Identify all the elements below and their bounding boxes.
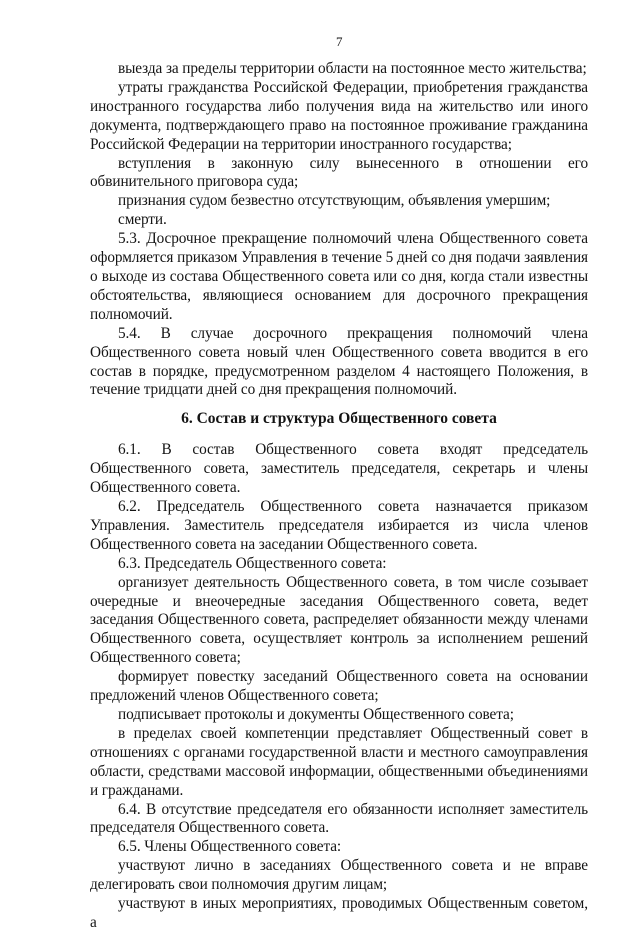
page-number: 7 [336,34,343,49]
paragraph: выезда за пределы территории области на постоянное место жительства; [118,60,587,77]
paragraph: участвуют в иных мероприятиях, проводимых Общественным советом, а [90,895,588,931]
paragraph: в пределах своей компетенции представляет Общественный совет в отношениях с органами государственной власти и местного самоуправления области, средствами массовой информации, общественными объединениями и гражданами. [90,724,588,799]
section-heading: 6. Состав и структура Общественного совета [181,410,497,428]
paragraph: утраты гражданства Российской Федерации, приобретения гражданства иностранного государства либо получения вида на жительство или иного документа, подтверждающего право на постоянное проживание гражданина Российской Федерации на территории иностранного государства; [90,78,588,153]
paragraph-5-4: 5.4. В случае досрочного прекращения полномочий члена Общественного совета новый член Общественного совета вводится в его состав в порядке, предусмотренном разделом 4 настоящего Положения, в течение тридцати дней со дня прекращения полномочий. [90,324,588,399]
paragraph: вступления в законную силу вынесенного в отношении его обвинительного приговора суда; [90,154,588,191]
paragraph-6-2: 6.2. Председатель Общественного совета назначается приказом Управления. Заместитель председателя избирается из числа членов Общественного совета на заседании Общественного совета. [90,498,588,553]
paragraph-6-4: 6.4. В отсутствие председателя его обязанности исполняет заместитель председателя Общественного совета. [90,800,588,837]
paragraph-6-3: 6.3. Председатель Общественного совета: [118,554,387,572]
paragraph: подписывает протоколы и документы Общественного совета; [118,706,514,723]
paragraph-6-5: 6.5. Члены Общественного совета: [118,838,342,856]
document-body [90,60,588,933]
paragraph: участвуют лично в заседаниях Общественного совета и не вправе делегировать свои полномочия другим лицам; [90,857,588,894]
paragraph-6-1: 6.1. В состав Общественного совета входят председатель Общественного совета, заместитель председателя, секретарь и члены Общественного совета. [90,441,588,497]
paragraph-5-3: 5.3. Досрочное прекращение полномочий члена Общественного совета оформляется приказом Управления в течение 5 дней со дня подачи заявления о выходе из состава Общественного совета или со дня, когда стали известны обстоятельства, являющиеся основанием для досрочного прекращения полномочий. [90,230,588,323]
paragraph: формирует повестку заседаний Общественного совета на основании предложений членов Общественного совета; [90,668,588,705]
paragraph: признания судом безвестно отсутствующим, объявления умершим; [118,192,551,210]
paragraph: организует деятельность Общественного совета, в том числе созывает очередные и внеочередные заседания Общественного совета, ведет заседания Общественного совета, распределяет обязанности между членами Общественного совета, осуществляет контроль за исполнением решений Общественного совета; [90,573,588,667]
paragraph: смерти. [118,211,167,229]
